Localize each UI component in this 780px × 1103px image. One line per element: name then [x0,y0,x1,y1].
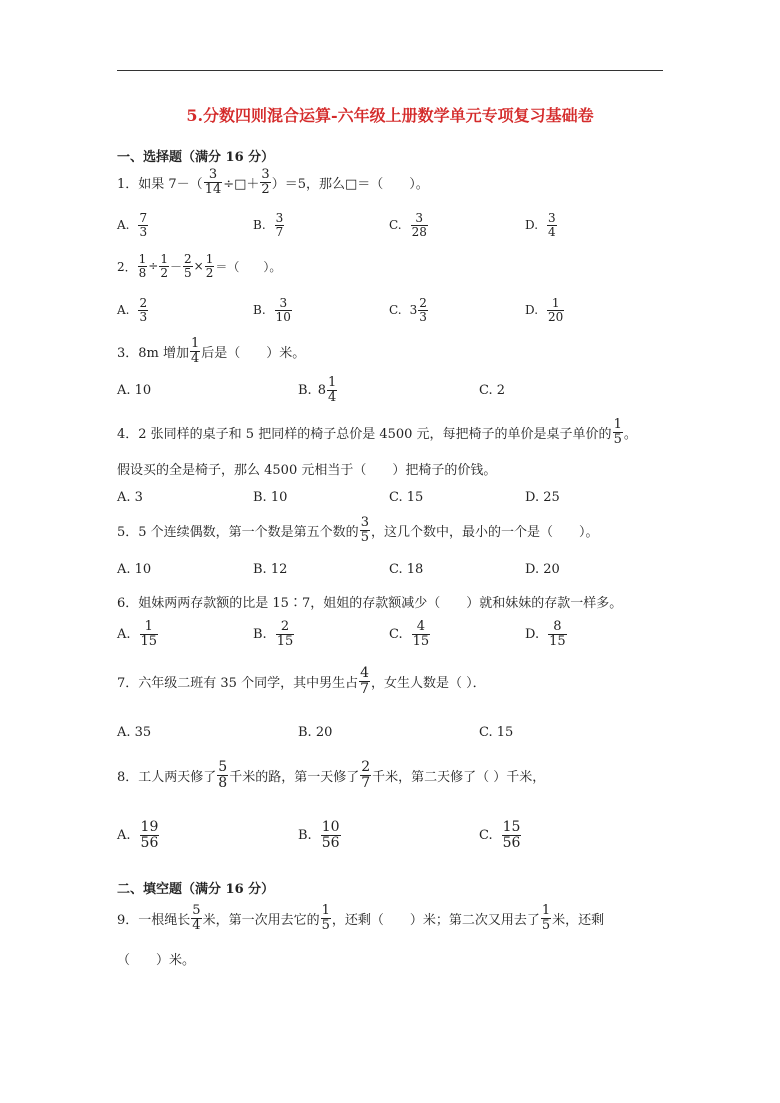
option-label: C. [389,626,403,642]
denominator: 14 [204,181,222,197]
question-5 [117,516,598,544]
q9-text-2: 米，第一次用去它的 [202,912,320,928]
q6-option-a[interactable] [117,620,159,648]
q7-option-c[interactable]: C. 15 [479,725,514,740]
q8-option-b[interactable] [298,820,342,850]
q4-text-1: 4．2 张同样的桌子和 5 把同样的椅子总价是 4500 元，每把椅子的单价是桌子单价的 [117,426,612,442]
q8-text-2: 千米的路，第一天修了 [229,769,360,785]
option-label: A. [117,303,130,318]
q3-option-c[interactable]: C. 2 [479,383,506,398]
denominator: 3 [419,309,427,324]
numerator: 3 [208,167,218,182]
q5-option-b[interactable]: B. 12 [253,562,288,577]
option-fraction [138,212,148,238]
denominator: 15 [412,633,430,649]
option-fraction [412,620,431,648]
header-rule [117,70,663,71]
numerator: 1 [327,375,337,390]
q5-text-1: 5．5 个连续偶数，第一个数是第五个数的 [117,524,359,540]
option-label: D. [525,303,539,318]
q1-text-3: ）＝5，那么□＝（ ）。 [271,176,429,192]
denominator: 56 [140,834,159,851]
numerator: 4 [416,619,426,634]
denominator: 2 [261,181,270,197]
denominator: 15 [276,633,294,649]
numerator: 3 [261,167,270,182]
numerator: 8 [553,619,562,634]
q2-operator-1: ÷ [148,259,159,274]
option-fraction [321,820,341,850]
q8-fraction-1 [217,760,228,790]
q9-text-3: ，还剩（ ）米；第二次又用去了 [331,912,540,928]
option-label: C. [389,218,402,233]
q1-option-d[interactable] [525,212,558,238]
q4-fraction-1 [613,418,623,446]
denominator: 4 [327,389,337,405]
option-fraction [276,620,295,648]
q2-option-a[interactable] [117,297,149,323]
option-label: B. [253,218,266,233]
q2-fraction-1 [138,253,148,279]
numerator: 15 [502,819,521,835]
q4-option-c[interactable]: C. 15 [389,490,424,505]
numerator: 7 [139,211,148,225]
q1-fraction-2 [260,168,270,196]
numerator: 1 [613,417,622,432]
denominator: 8 [218,774,228,791]
numerator: 1 [191,336,200,351]
q5-option-c[interactable]: C. 18 [389,562,424,577]
option-label: B. [253,303,266,318]
denominator: 5 [541,917,551,933]
question-7 [117,666,486,696]
q2-option-c[interactable] [389,297,429,323]
numerator: 3 [360,515,369,530]
q6-option-c[interactable] [389,620,431,648]
option-label: B. [298,827,312,843]
numerator: 1 [321,903,330,918]
numerator: 1 [551,296,560,310]
q2-option-b[interactable] [253,297,293,323]
denominator: 20 [548,309,564,324]
q9-fraction-2 [321,904,331,932]
q9-text-1: 9．一根绳长 [117,912,191,928]
denominator: 5 [613,431,622,447]
option-fraction [140,820,160,850]
option-fraction [140,620,159,648]
denominator: 5 [184,265,192,280]
q4-line-2: 假设买的全是椅子，那么 4500 元相当于（ ）把椅子的价钱。 [117,463,497,478]
numerator: 1 [541,903,551,918]
q9-text-4: 米，还剩 [552,912,605,928]
question-8 [117,760,545,790]
numerator: 2 [139,296,148,310]
denominator: 56 [321,834,340,851]
option-label: D. [525,218,539,233]
section-heading-fill: 二、填空题（满分 16 分） [117,882,275,897]
denominator: 3 [139,224,148,239]
option-label: D. [525,626,540,642]
option-fraction [275,297,292,323]
numerator: 2 [419,296,427,310]
q1-option-a[interactable] [117,212,149,238]
q2-text-2: ＝（ ）。 [215,259,282,274]
denominator: 5 [360,529,369,545]
q2-text-1: 2． [117,259,137,274]
option-fraction [547,297,564,323]
option-label: B. [298,382,312,398]
q2-fraction-4 [205,253,215,279]
denominator: 4 [191,350,200,366]
denominator: 7 [360,680,369,697]
q9-fraction-3 [541,904,551,932]
denominator: 15 [549,633,566,649]
numerator: 1 [160,252,168,266]
question-6: 6．姐妹两两存款额的比是 15∶7，姐姐的存款额减少（ ）就和妹妹的存款一样多。 [117,596,623,611]
section-heading-choice: 一、选择题（满分 16 分） [117,150,275,165]
denominator: 28 [411,224,427,239]
numerator: 2 [184,252,192,266]
denominator: 5 [321,917,330,933]
page-title: 5.分数四则混合运算-六年级上册数学单元专项复习基础卷 [186,106,594,125]
q1-fraction-1 [204,168,223,196]
denominator: 3 [139,309,148,324]
q2-fraction-2 [159,253,169,279]
option-fraction [411,212,428,238]
numerator: 2 [361,759,371,775]
option-label: C. [479,827,493,843]
option-label: A. [117,626,131,642]
question-3 [117,337,305,365]
numerator: 1 [205,252,214,266]
numerator: 3 [279,296,288,310]
denominator: 4 [192,917,201,933]
option-fraction [138,297,148,323]
numerator: 10 [321,819,340,835]
denominator: 2 [205,265,214,280]
q5-text-2: ，这几个数中，最小的一个是（ ）。 [370,524,599,540]
numerator: 5 [192,903,201,918]
numerator: 2 [280,619,290,634]
option-label: A. [117,827,131,843]
q7-text-1: 7．六年级二班有 35 个同学，其中男生占 [117,675,359,691]
q8-option-a[interactable] [117,820,160,850]
q4-option-b[interactable]: B. 10 [253,490,288,505]
q3-text-2: 后是（ ）米。 [201,345,306,361]
q9-line-2: （ ）米。 [117,953,196,968]
q2-operator-3: × [193,259,204,274]
option-label: C. [389,303,402,318]
numerator: 5 [218,759,228,775]
question-1 [117,168,429,196]
option-label: A. [117,218,130,233]
q8-text-3: 千米，第二天修了（ ）千米， [372,769,546,785]
q7-text-2: ，女生人数是（ ）． [371,675,486,691]
question-2 [117,253,281,279]
option-label: B. [253,626,267,642]
q5-fraction-1 [360,516,370,544]
q2-option-d[interactable] [525,297,565,323]
question-9 [117,904,604,932]
numerator: 3 [415,211,424,225]
q8-fraction-2 [360,760,371,790]
q4-option-d[interactable]: D. 25 [525,490,560,505]
numerator: 3 [275,211,284,225]
q3-fraction-1 [190,337,200,365]
mixed-whole: 8 [317,382,326,398]
q4-text-2: 。 [623,426,637,442]
q4-option-a[interactable]: A. 3 [117,490,143,505]
q3-option-a[interactable]: A. 10 [117,383,152,398]
option-fraction [548,620,567,648]
q8-option-c[interactable] [479,820,522,850]
denominator: 56 [502,834,521,851]
denominator: 7 [275,224,284,239]
q3-option-b[interactable] [298,376,338,404]
q1-option-b[interactable] [253,212,285,238]
option-fraction [418,297,428,323]
q1-option-c[interactable] [389,212,429,238]
denominator: 7 [361,774,371,791]
numerator: 1 [138,252,147,266]
q1-text-2: ÷□＋ [223,176,260,192]
q7-option-a[interactable]: A. 35 [117,725,152,740]
question-4 [117,418,637,446]
denominator: 10 [275,309,291,324]
q3-text-1: 3．8m 增加 [117,345,190,361]
numerator: 3 [548,211,556,225]
numerator: 19 [140,819,159,835]
q2-operator-2: － [169,259,182,274]
option-fraction [327,376,337,404]
q1-text-1: 1．如果 7－（ [117,176,203,192]
denominator: 15 [140,633,158,649]
option-fraction [547,212,557,238]
q9-fraction-1 [191,904,201,932]
denominator: 4 [548,224,556,239]
option-fraction [502,820,522,850]
q7-fraction-1 [359,666,370,696]
q6-option-b[interactable] [253,620,295,648]
q8-text-1: 8．工人两天修了 [117,769,217,785]
q5-option-d[interactable]: D. 20 [525,562,560,577]
q5-option-a[interactable]: A. 10 [117,562,152,577]
q2-fraction-3 [183,253,193,279]
option-fraction [275,212,285,238]
denominator: 8 [138,265,147,280]
numerator: 4 [360,665,369,681]
mixed-whole: 3 [409,303,418,318]
q6-option-d[interactable] [525,620,568,648]
denominator: 2 [160,265,168,280]
numerator: 1 [144,619,153,634]
q7-option-b[interactable]: B. 20 [298,725,333,740]
